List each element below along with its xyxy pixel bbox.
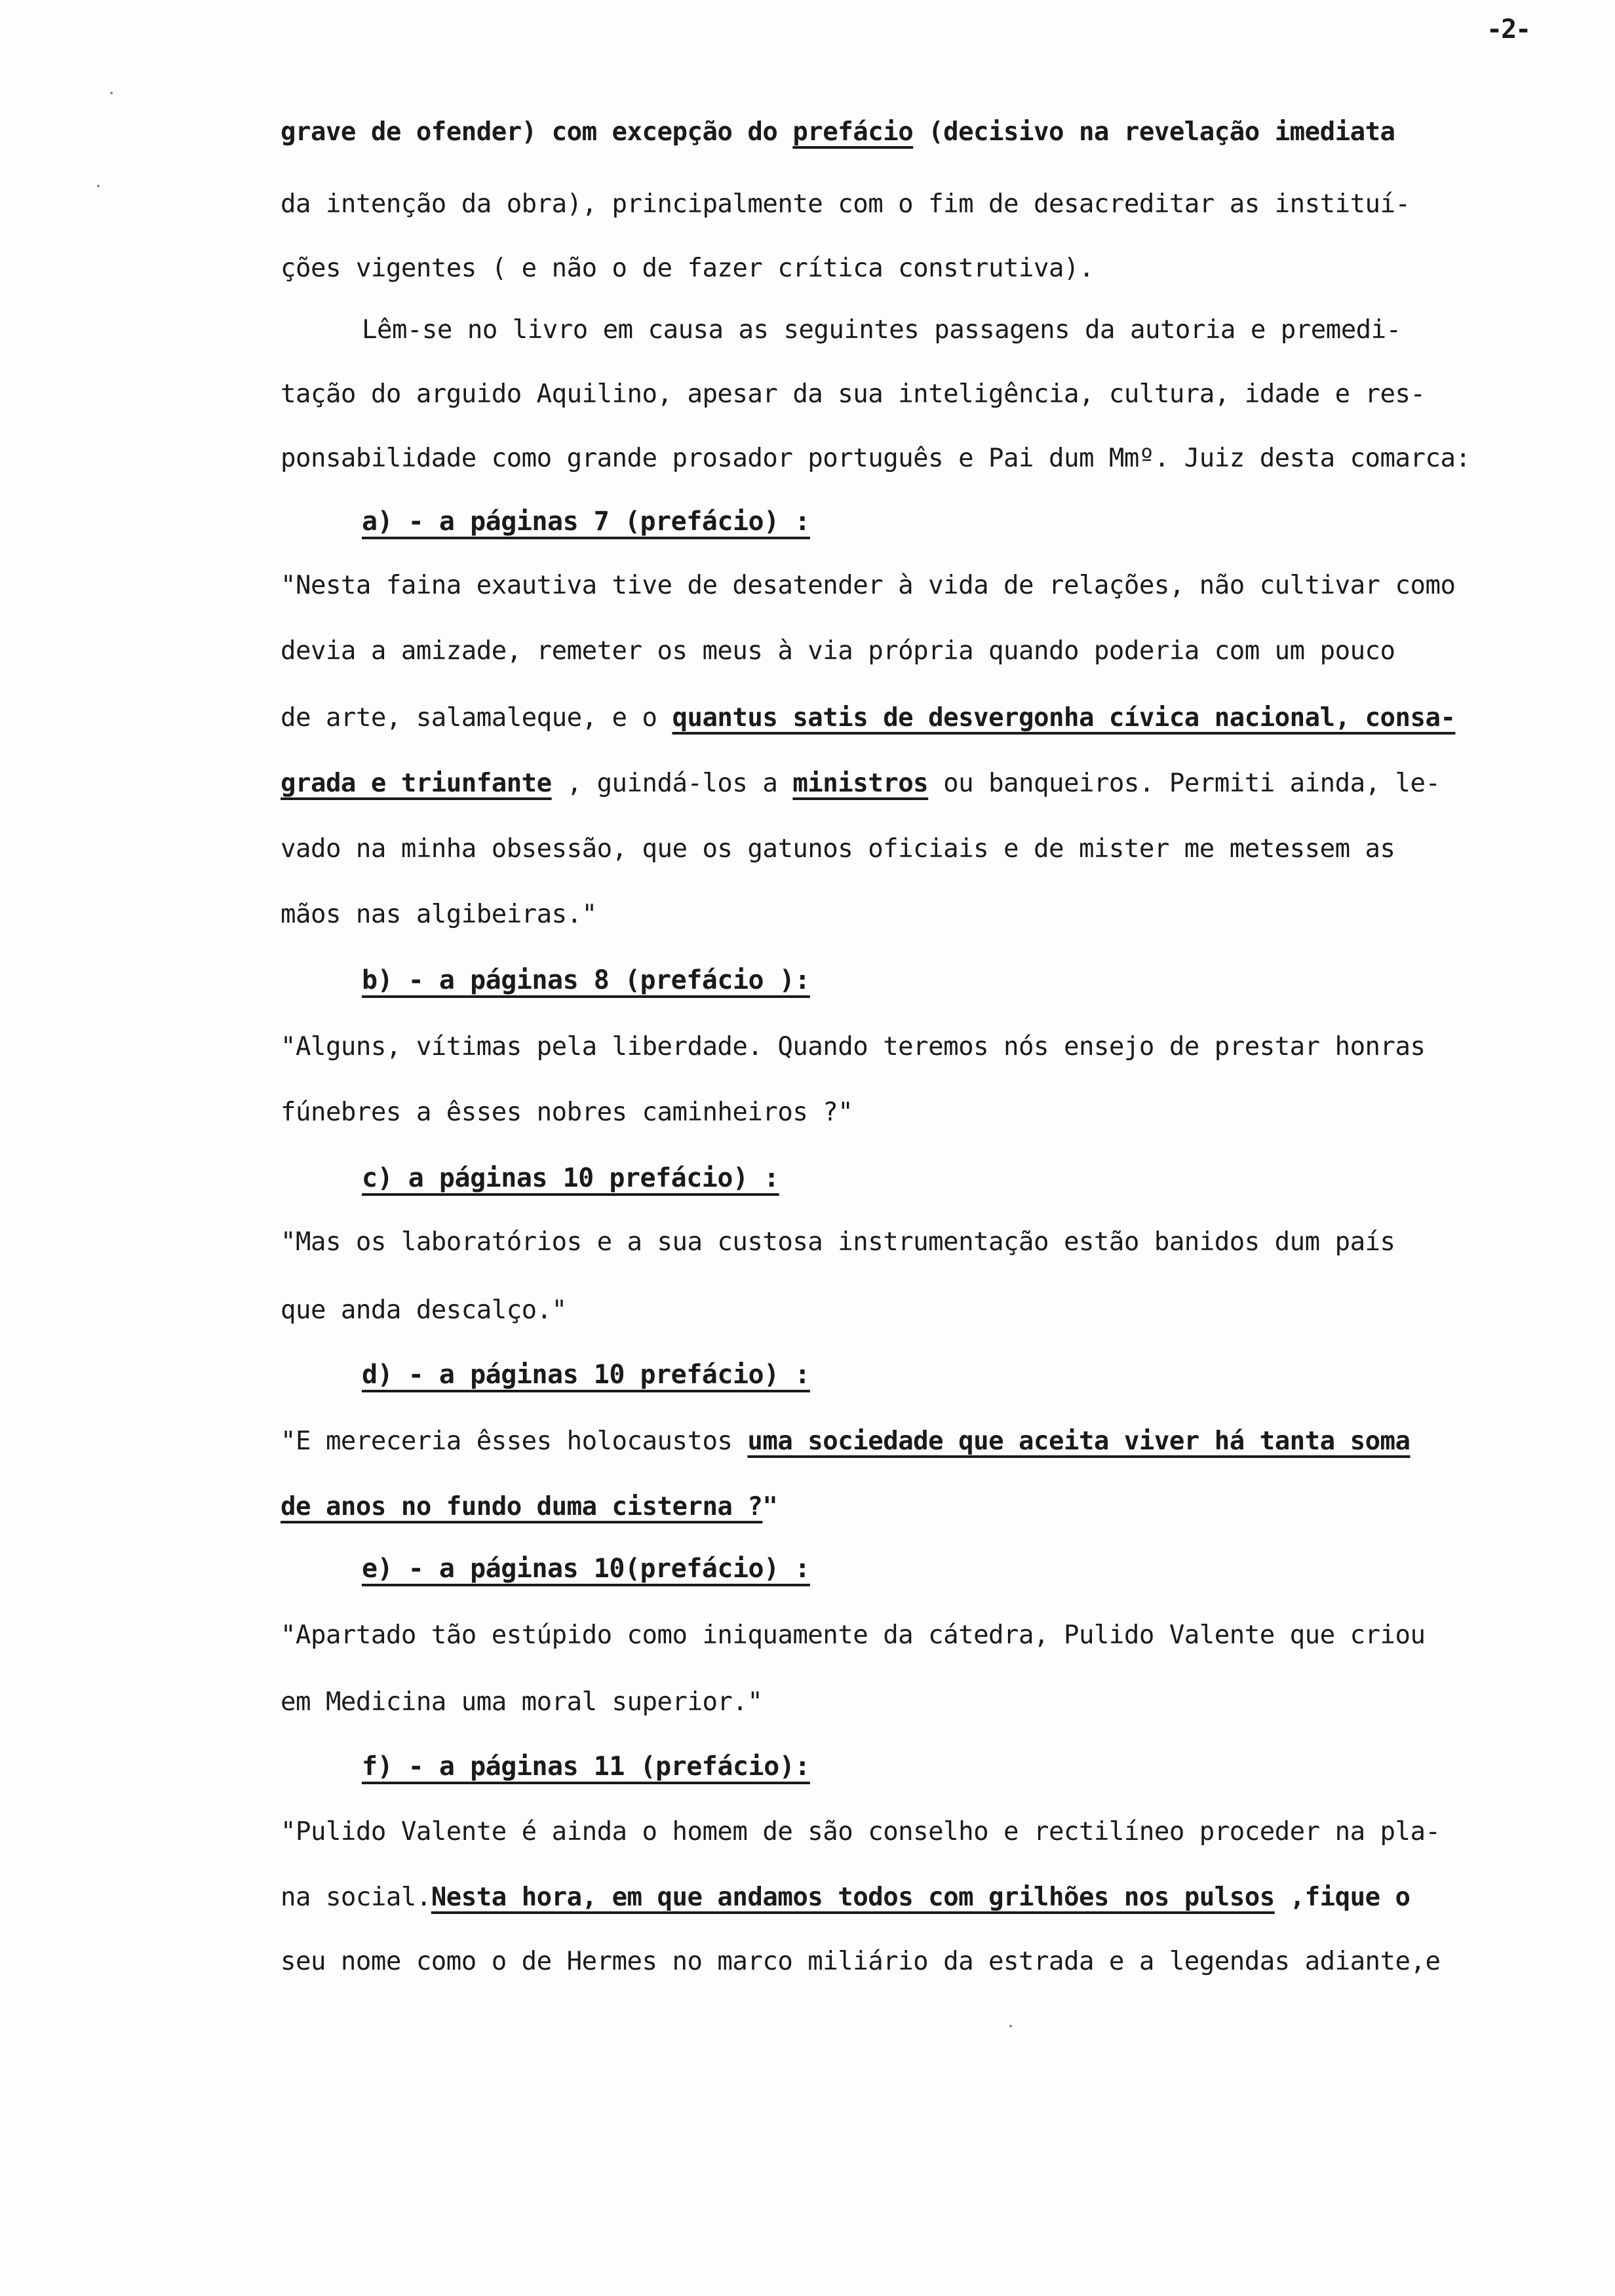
quote-a-line-4-end: ou banqueiros. Permiti ainda, le- xyxy=(928,769,1441,798)
quote-c-line-2: que anda descalço." xyxy=(281,1295,567,1325)
intro-line-1-end: (decisivo na revelação imediata xyxy=(913,117,1395,147)
quote-b-line-1: "Alguns, vítimas pela liberdade. Quando teremos nós ensejo de prestar honras xyxy=(281,1032,1426,1062)
intro-line-2: da intenção da obra), principalmente com o fim de desacreditar as instituí- xyxy=(281,189,1411,219)
intro-line-5: tação do arguido Aquilino, apesar da sua inteligência, cultura, idade e res- xyxy=(281,379,1426,409)
quote-f-underlined: Nesta hora, em que andamos todos com grilhões nos pulsos xyxy=(431,1883,1275,1912)
quote-a-line-6: mãos nas algibeiras." xyxy=(281,900,597,929)
quote-d-underlined-1: uma sociedade que aceita viver há tanta soma xyxy=(747,1426,1411,1456)
quote-f-line-2-start: na social. xyxy=(281,1883,431,1912)
quote-c-line-1: "Mas os laboratórios e a sua custosa instrumentação estão banidos dum país xyxy=(281,1227,1395,1257)
quote-f-line-2 xyxy=(281,1879,1411,1916)
quote-e-line-1: "Apartado tão estúpido como iniquamente da cátedra, Pulido Valente que criou xyxy=(281,1620,1426,1650)
heading-a: a) - a páginas 7 (prefácio) : xyxy=(362,507,810,537)
intro-line-3: ções vigentes ( e não o de fazer crítica construtiva). xyxy=(281,254,1094,283)
quote-e-line-2: em Medicina uma moral superior." xyxy=(281,1687,763,1717)
quote-a-line-3 xyxy=(281,700,1455,737)
quote-a-line-4 xyxy=(281,765,1440,802)
scan-speck xyxy=(110,92,113,94)
heading-e: e) - a páginas 10(prefácio) : xyxy=(362,1554,810,1584)
quote-d-line-1-start: "E mereceria êsses holocaustos xyxy=(281,1426,748,1456)
intro-line-4: Lêm-se no livro em causa as seguintes passagens da autoria e premedi- xyxy=(362,315,1401,345)
quote-d-underlined-2: de anos no fundo duma cisterna ? xyxy=(281,1492,763,1521)
intro-line-1 xyxy=(281,114,1395,151)
heading-c: c) a páginas 10 prefácio) : xyxy=(362,1163,779,1193)
quote-a-line-5: vado na minha obsessão, que os gatunos oficiais e de mister me metessem as xyxy=(281,834,1395,864)
heading-d: d) - a páginas 10 prefácio) : xyxy=(362,1360,810,1390)
quote-a-line-4-mid: , guindá-los a xyxy=(551,769,793,798)
quote-f-line-1: "Pulido Valente é ainda o homem de são conselho e rectilíneo proceder na pla- xyxy=(281,1817,1441,1846)
quote-d-line-2 xyxy=(281,1489,777,1525)
quote-b-line-2: fúnebres a êsses nobres caminheiros ?" xyxy=(281,1098,853,1127)
quote-a-underlined-1: quantus satis de desvergonha cívica nacional, consa- xyxy=(672,703,1456,733)
quote-a-underlined-ministros: ministros xyxy=(792,769,929,798)
quote-d-line-2-end: " xyxy=(762,1492,778,1521)
quote-a-underlined-2: grada e triunfante xyxy=(281,769,552,798)
heading-b: b) - a páginas 8 (prefácio ): xyxy=(362,965,810,995)
intro-line-6: ponsabilidade como grande prosador português e Pai dum Mmº. Juiz desta comarca: xyxy=(281,444,1471,473)
quote-a-line-2: devia a amizade, remeter os meus à via própria quando poderia com um pouco xyxy=(281,636,1395,666)
quote-a-line-1: "Nesta faina exautiva tive de desatender à vida de relações, não cultivar como xyxy=(281,571,1456,600)
quote-f-line-2-end: ,fique o xyxy=(1274,1883,1411,1912)
page-number: -2- xyxy=(1487,14,1530,45)
quote-f-line-3: seu nome como o de Hermes no marco miliário da estrada e a legendas adiante,e xyxy=(281,1947,1441,1976)
quote-d-line-1 xyxy=(281,1423,1411,1460)
scan-speck xyxy=(1009,2025,1012,2027)
heading-f: f) - a páginas 11 (prefácio): xyxy=(362,1751,810,1782)
intro-prefacio-underlined: prefácio xyxy=(792,117,914,147)
scan-speck xyxy=(97,185,100,187)
intro-line-1-start: grave de ofender) com excepção do xyxy=(281,117,793,147)
quote-a-line-3-start: de arte, salamaleque, e o xyxy=(281,703,672,733)
